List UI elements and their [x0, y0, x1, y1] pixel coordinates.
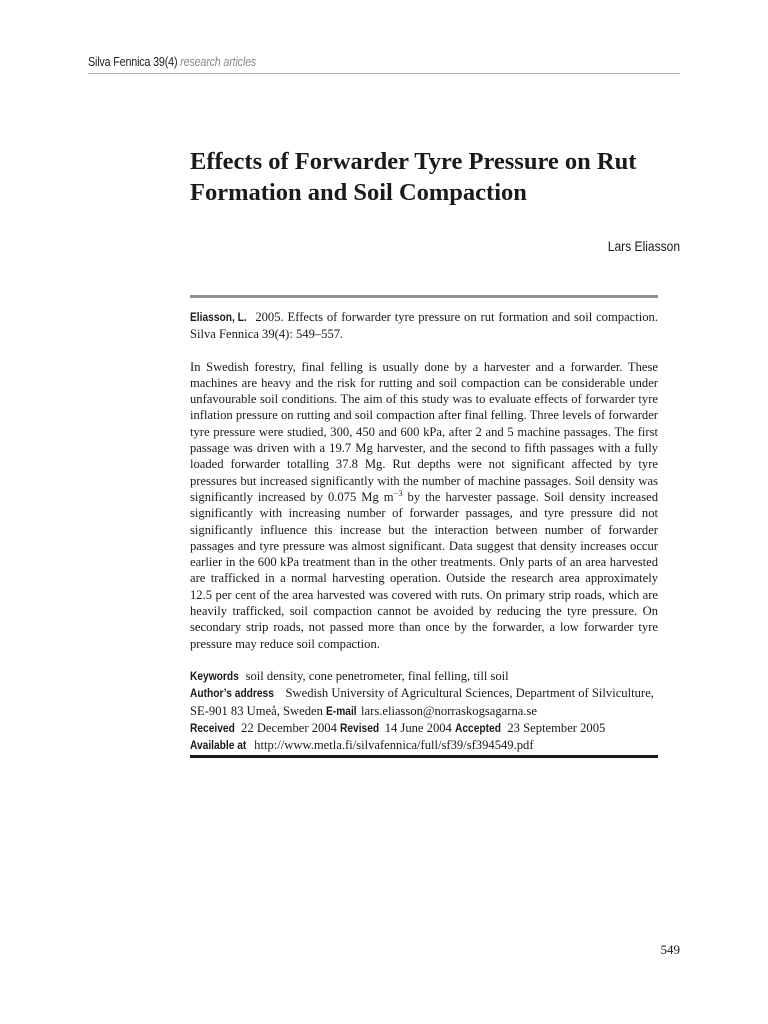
accepted-value: 23 September 2005	[507, 720, 606, 735]
header-rule	[88, 73, 680, 74]
article-title: Effects of Forwarder Tyre Pressure on Rut Formation and Soil Compaction	[190, 148, 637, 206]
keywords-label: Keywords	[190, 669, 239, 683]
abstract-text	[190, 359, 658, 652]
revised-value: 14 June 2004	[384, 720, 452, 735]
accepted-label: Accepted	[455, 721, 501, 735]
abstract-superscript: −3	[393, 487, 403, 498]
email-label: E-mail	[326, 704, 357, 718]
keywords-line	[190, 668, 658, 685]
address-value: Swedish University of Agricultural Sciences, Department of Silviculture, SE-901 83 Umeå, Sweden	[190, 686, 654, 718]
running-head	[88, 55, 597, 69]
abstract-part2: by the harvester passage. Soil density increased significantly with increasing number of forwarder passages, and tyre pressure did not significantly influence this increase but the interaction between number of forwarder passages and tyre pressure was almost significant. Data suggest that density increases occur earlier in the 600 kPa treatment than in the other treatments. Only parts of an area harvested are trafficked in a normal harvesting operation. Outside the research area approximately 12.5 per cent of the area harvested was covered with ruts. On primary strip roads, which are heavily trafficked, soil compaction cannot be avoided by reducing the tyre pressure. On secondary strip roads, not passed more than once by the forwarder, a low forwarder tyre pressure may reduce soil compaction.	[190, 489, 658, 651]
citation-text: 2005. Effects of forwarder tyre pressure on rut formation and soil compaction. Silva Fennica 39(4): 549–557.	[190, 310, 658, 342]
section-name: research articles	[180, 55, 257, 69]
email-value[interactable]: lars.eliasson@norraskogsagarna.se	[361, 703, 537, 718]
available-line	[190, 737, 658, 754]
keywords-value: soil density, cone penetrometer, final felling, till soil	[245, 668, 509, 683]
available-label: Available at	[190, 739, 247, 753]
address-label: Author’s address	[190, 687, 274, 701]
citation	[190, 309, 658, 343]
citation-label: Eliasson, L.	[190, 311, 247, 324]
received-label: Received	[190, 721, 235, 735]
article-author: Lars Eliasson	[607, 238, 680, 254]
dates-line	[190, 720, 658, 737]
journal-name: Silva Fennica 39(4)	[88, 55, 178, 69]
metadata-block	[190, 668, 658, 754]
revised-label: Revised	[340, 721, 380, 735]
available-url[interactable]: http://www.metla.fi/silvafennica/full/sf39/sf394549.pdf	[254, 738, 534, 753]
abstract-bottom-rule	[190, 755, 658, 758]
page-number: 549	[660, 942, 680, 957]
abstract-part1: In Swedish forestry, final felling is usually done by a harvester and a forwarder. These machines are heavy and the risk for rutting and soil compaction can be considerable under unfavourable soil conditions. The aim of this study was to evaluate effects of forwarder tyre inflation pressure on rutting and soil compaction after final felling. Three levels of forwarder tyre pressure were studied, 300, 450 and 600 kPa, after 2 and 5 machine passages. The first passage was driven with a 19.7 Mg harvester, and the second to fifth passages with a fully loaded forwarder totalling 37.8 Mg. Rut depths were not significant affected by tyre pressures but increased significantly with the number of machine passages. Soil density was significantly increased by 0.075 Mg m	[190, 359, 658, 504]
abstract-top-rule	[190, 295, 658, 298]
address-line	[190, 685, 658, 720]
received-value: 22 December 2004	[241, 720, 337, 735]
abstract-block	[190, 309, 658, 754]
